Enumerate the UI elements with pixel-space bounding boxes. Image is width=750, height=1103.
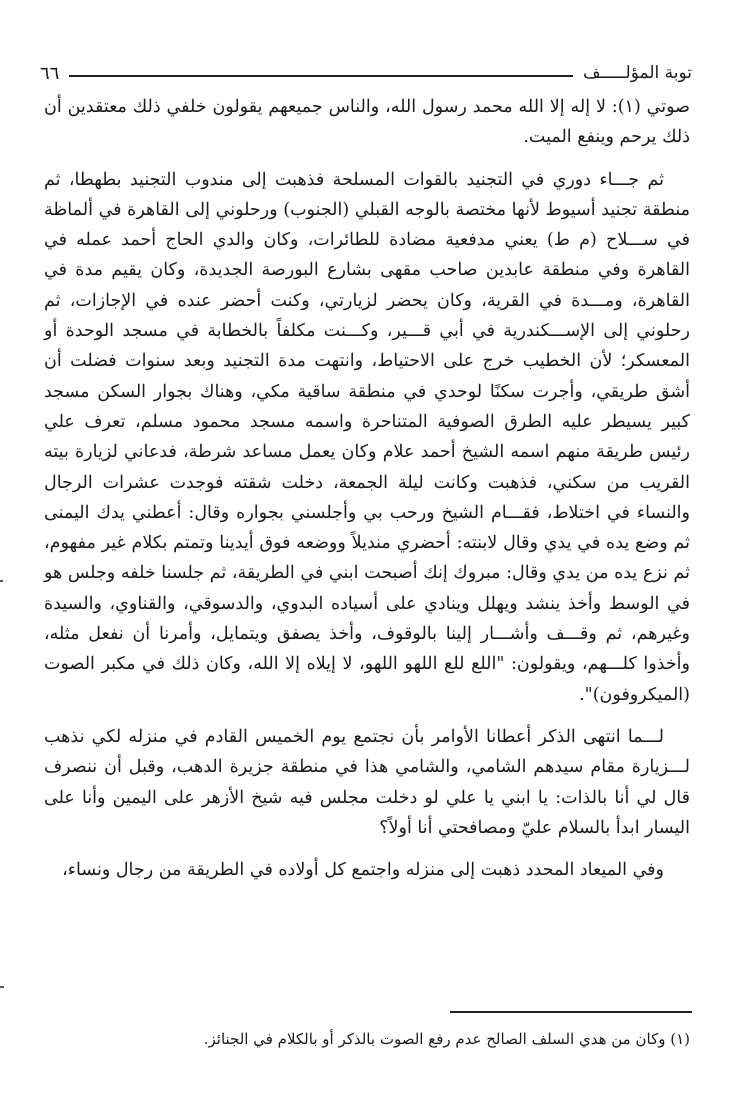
- body-text: [44, 92, 690, 897]
- header-title: توبة المؤلـــــف: [583, 63, 692, 83]
- paragraph-4: وفي الميعاد المحدد ذهبت إلى منزله واجتمع كل أولاده في الطريقة من رجال ونساء،: [62, 860, 664, 881]
- page-number: ٦٦: [40, 62, 60, 84]
- header-rule: [69, 75, 573, 77]
- running-header: [40, 58, 692, 88]
- footnote: (١) وكان من هدي السلف الصالح عدم رفع الصوت بالذكر أو بالكلام في الجنائز.: [203, 1030, 690, 1048]
- paragraph-3: لـــما انتهى الذكر أعطانا الأوامر بأن نجتمع يوم الخميس القادم في منزله لكي نذهب لـــزيارة مقام سيدهم الشامي، والشامي هذا في منطقة جزيرة الدهب، وقبل أن ننصرف قال لي أنا بالذات: يا ابني يا علي لو دخلت مجلس فيه شيخ الأزهر على اليمين وأنا على اليسار ابدأ بالسلام عليّ ومصافحتي أنا أولاً؟: [44, 726, 690, 838]
- margin-mark: [0, 986, 4, 988]
- paragraph-1: صوتي (١): لا إله إلا الله محمد رسول الله، والناس جميعهم يقولون خلفي ذلك معتقدين أن ذلك يرحم وينفع الميت.: [44, 97, 690, 148]
- margin-mark: [0, 580, 3, 582]
- paragraph-2: ثم جـــاء دوري في التجنيد بالقوات المسلحة فذهبت إلى مندوب التجنيد بطهطا، ثم منطقة تجنيد أسيوط لأنها مختصة بالوجه القبلي (الجنوب) ورحلوني إلى القاهرة في ألماظة في ســـلاح (م ط) يعني مدفعية مضادة للطائرات، وكان والدي الحاج أحمد عمله في القاهرة وفي منطقة عابدين صاحب مقهى بشارع البورصة الجديدة، وكان يقيم مدة في القاهرة، ومـــدة في القرية، وكان يحضر لزيارتي، وكنت أحضر عنده في الإجازات، ثم رحلوني إلى الإســـكندرية في أبي قـــير، وكـــنت مكلفاً بالخطابة في مسجد الوحدة أو المعسكر؛ لأن الخطيب خرج على الاحتياط، وانتهت مدة التجنيد وبعد سنوات فضلت أن أشق طريقي، وأجرت سكنًا لوحدي في منطقة ساقية مكي، وهناك بجوار السكن مسجد كبير يسيطر عليه الطرق الصوفية المتناحرة واسمه مسجد محمود مسلم، تعرف علي رئيس طريقة منهم اسمه الشيخ أحمد علام وكان يعمل مساعد شرطة، فدعاني لزيارة بيته القريب من سكني، فذهبت وكانت ليلة الجمعة، دخلت شقته فوجدت عشرات الرجال والنساء في اختلاط، فقـــام الشيخ ورحب بي وأجلسني بجواره وقال: أعطني يدك اليمنى ثم وضع يده في يدي وقال لابنته: أحضري منديلاً ووضعه فوق أيدينا وتمتم بكلام غير مفهوم، ثم نزع يده من يدي وقال: مبروك إنك أصبحت ابني في الطريقة، ثم جلسنا خلفه وجلس هو في الوسط وأخذ ينشد ويهلل وينادي على أسياده البدوي، والدسوقي، والقناوي، والسيدة وغيرهم، ثم وقـــف وأشـــار إلينا بالوقوف، وأخذ يصفق ويتمايل، وأمرنا أن نفعل مثله، وأخذوا كلـــهم، ويقولون: "اللع للع اللهو اللهو، لا إيلاه إلا الله، وكان ذلك في مكبر الصوت (الميكروفون)".: [44, 169, 690, 705]
- footnote-rule: [450, 1011, 692, 1013]
